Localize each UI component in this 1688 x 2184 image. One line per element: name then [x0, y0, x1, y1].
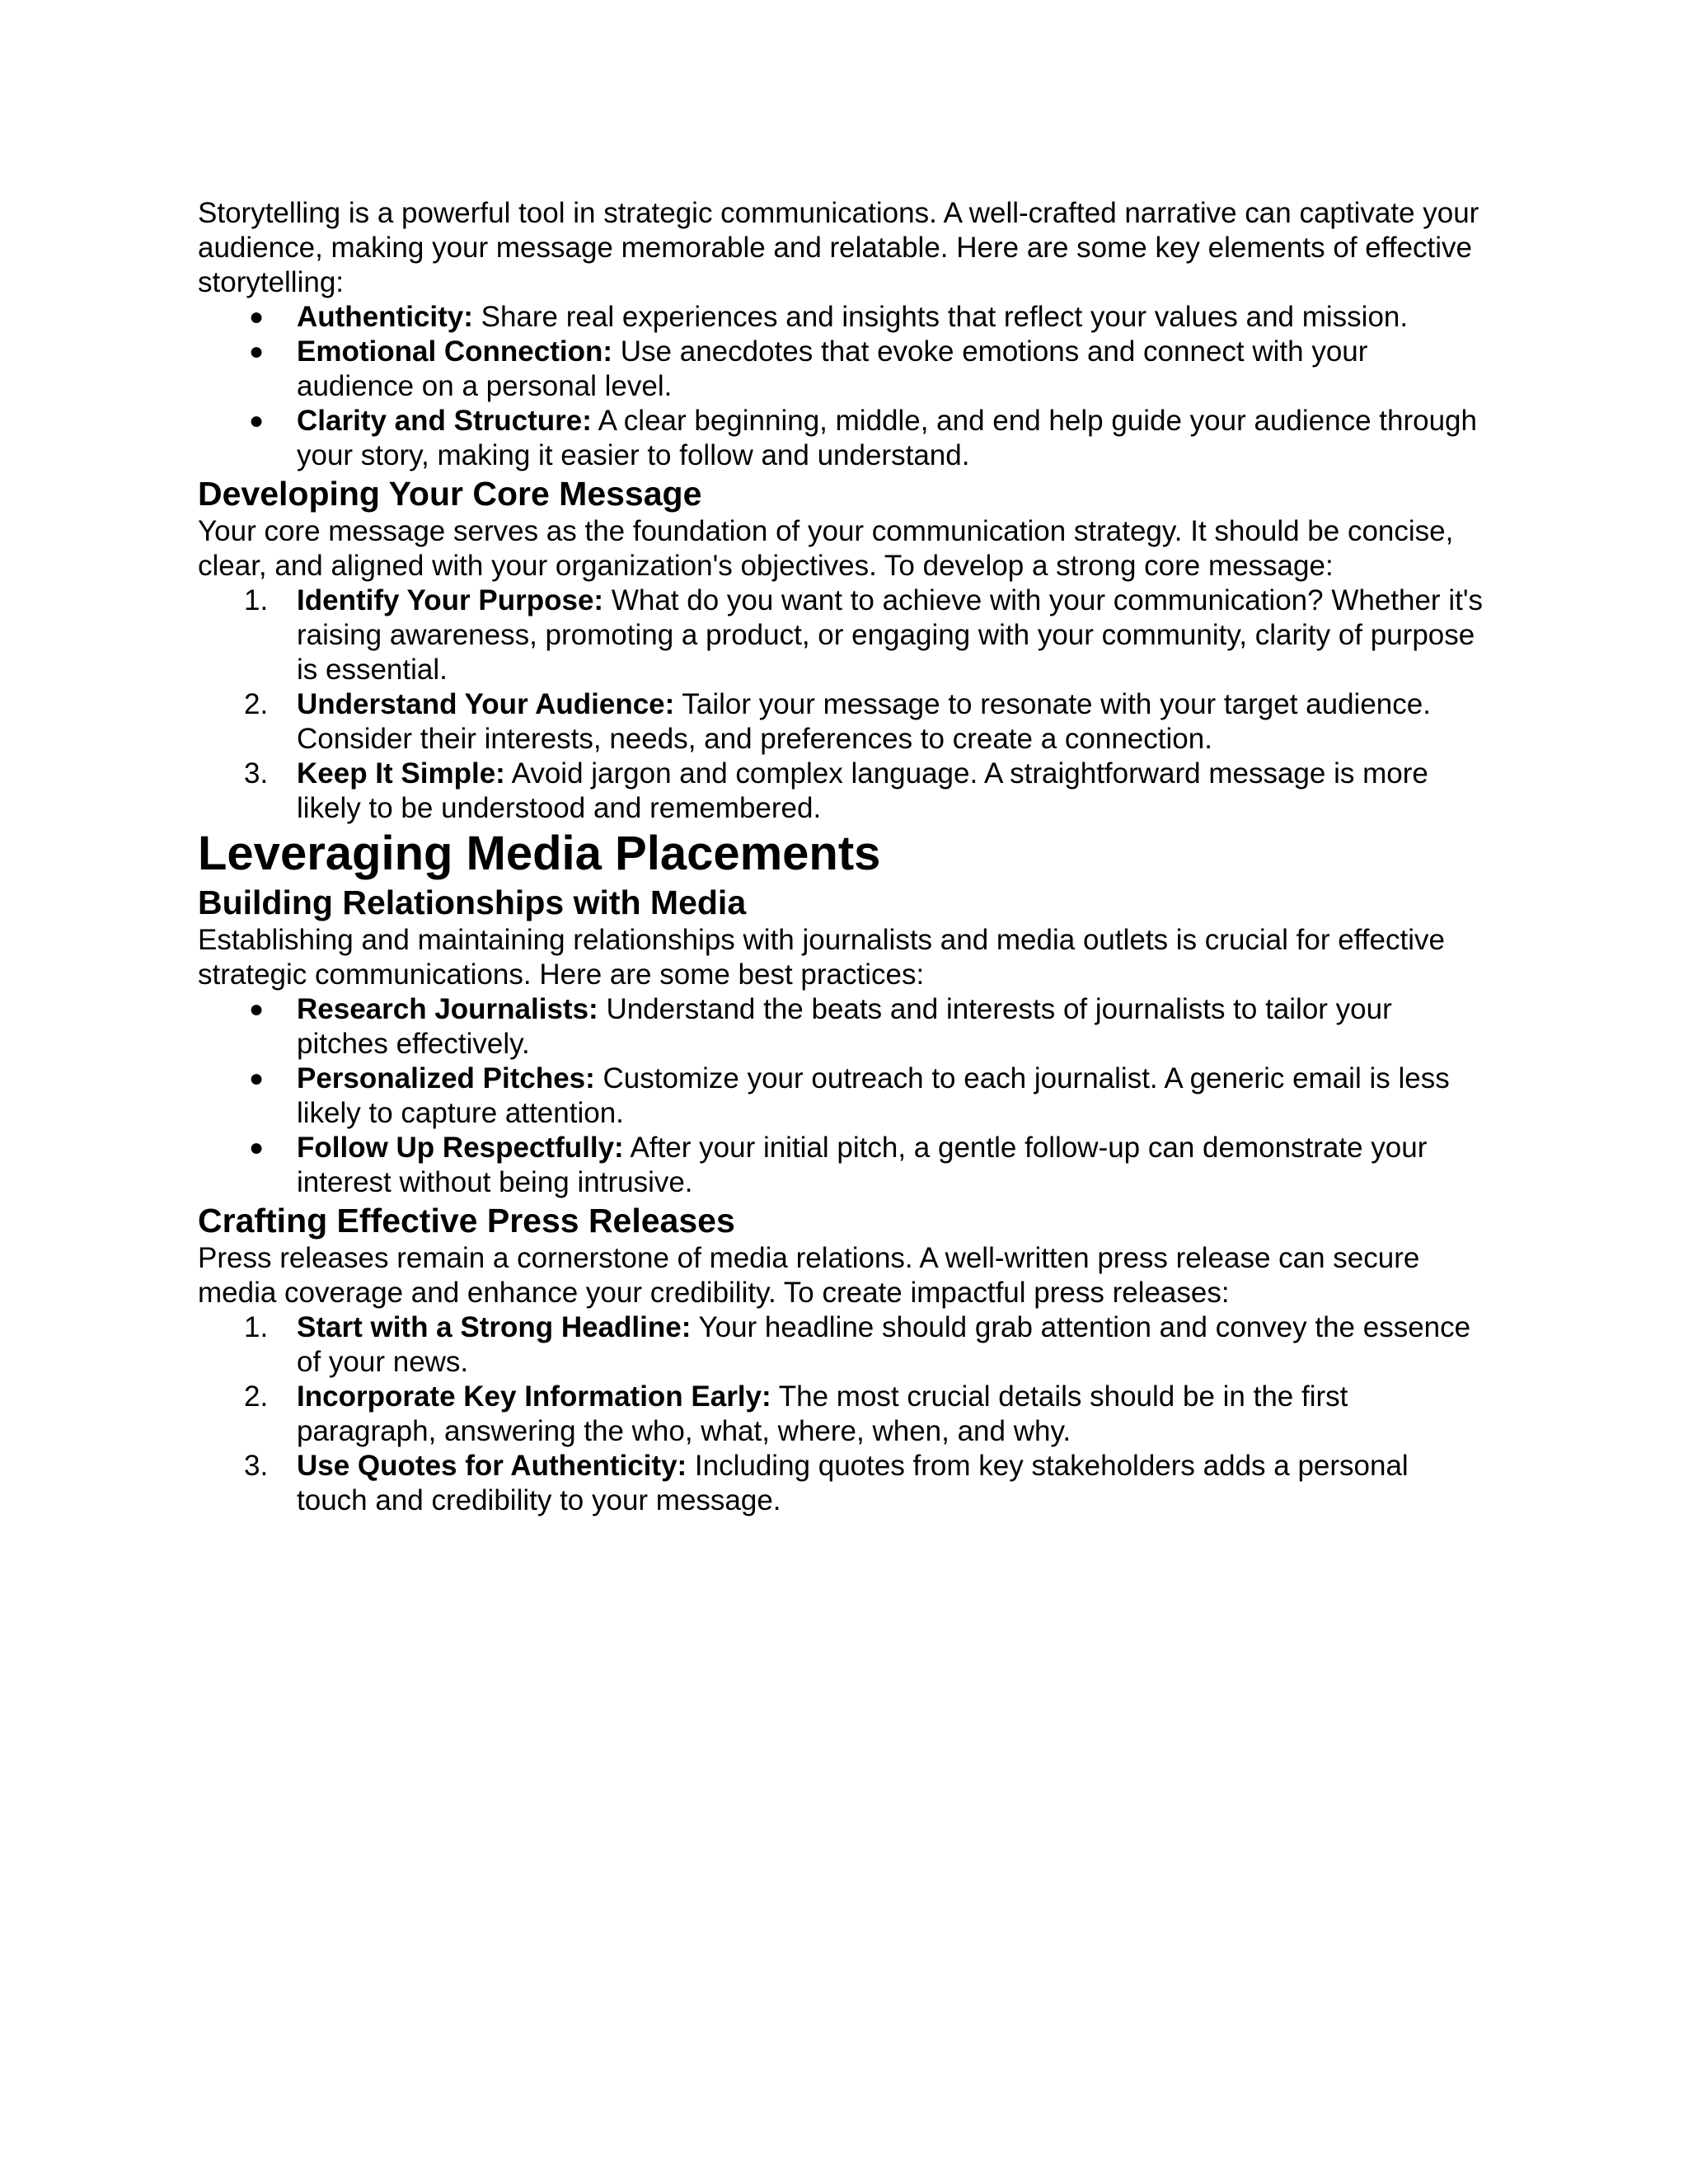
list-item-term: Clarity and Structure: — [297, 405, 592, 437]
list-item-term: Identify Your Purpose: — [297, 584, 604, 616]
list-number: 3. — [244, 757, 269, 790]
list-number: 2. — [244, 1380, 269, 1413]
bullet-marker: ● — [249, 407, 265, 434]
relationships-paragraph: Establishing and maintaining relationships with journalists and media outlets is crucial for effective strategic communications. Here are some best practices: — [198, 924, 1445, 991]
list-item-term: Authenticity: — [297, 301, 473, 333]
storytelling-elements-list — [198, 300, 1484, 473]
list-item — [198, 300, 1484, 335]
press-releases-paragraph: Press releases remain a cornerstone of media relations. A well-written press release can secure media coverage and enhance your credibility. To create impactful press releases: — [198, 1242, 1420, 1309]
list-item-term: Keep It Simple: — [297, 757, 505, 790]
list-number: 2. — [244, 688, 269, 720]
list-item-text: The most crucial details should be in the first paragraph, answering the who, what, where, when, and why. — [297, 1380, 1348, 1447]
list-item-text: Tailor your message to resonate with your target audience. Consider their interests, needs, and preferences to create a connection. — [297, 688, 1431, 755]
press-release-steps-list — [198, 1310, 1484, 1518]
list-item — [198, 335, 1484, 404]
list-item-term: Follow Up Respectfully: — [297, 1132, 624, 1164]
list-item-text: Avoid jargon and complex language. A straightforward message is more likely to be understood and remembered. — [297, 757, 1428, 824]
intro-paragraph: Storytelling is a powerful tool in strategic communications. A well-crafted narrative can captivate your audience, making your message memorable and relatable. Here are some key elements of effective storytelling: — [198, 197, 1479, 298]
list-number: 3. — [244, 1450, 269, 1482]
list-item-term: Research Journalists: — [297, 993, 598, 1025]
list-item-term: Incorporate Key Information Early: — [297, 1380, 771, 1413]
list-item — [198, 757, 1484, 826]
list-item — [198, 1131, 1484, 1200]
bullet-marker: ● — [249, 338, 265, 365]
list-item — [198, 992, 1484, 1062]
core-message-steps-list — [198, 583, 1484, 826]
list-item-term: Personalized Pitches: — [297, 1062, 595, 1094]
list-number: 1. — [244, 584, 269, 616]
list-item — [198, 687, 1484, 757]
list-item-text: Understand the beats and interests of journalists to tailor your pitches effectively. — [297, 993, 1392, 1060]
list-item-text: A clear beginning, middle, and end help guide your audience through your story, making it easier to follow and understand. — [297, 405, 1477, 471]
document-page — [198, 196, 1484, 1518]
list-item-text: Customize your outreach to each journalist. A generic email is less likely to capture attention. — [297, 1062, 1450, 1129]
list-item-text: Share real experiences and insights that reflect your values and mission. — [472, 301, 1409, 333]
core-message-paragraph: Your core message serves as the foundation of your communication strategy. It should be concise, clear, and aligned with your organization's objectives. To develop a strong core message: — [198, 515, 1454, 582]
media-practices-list — [198, 992, 1484, 1200]
list-item — [198, 1062, 1484, 1131]
bullet-marker: ● — [249, 1065, 265, 1092]
list-item-term: Emotional Connection: — [297, 335, 613, 368]
media-section-heading: Leveraging Media Placements — [198, 827, 881, 880]
list-item-text: What do you want to achieve with your communication? Whether it's raising awareness, promoting a product, or engaging with your community, clarity of purpose is essential. — [297, 584, 1483, 686]
list-item — [198, 1449, 1484, 1518]
press-releases-heading: Crafting Effective Press Releases — [198, 1202, 735, 1240]
list-item — [198, 583, 1484, 687]
bullet-marker: ● — [249, 996, 265, 1023]
core-message-heading: Developing Your Core Message — [198, 475, 702, 513]
list-item-term: Start with a Strong Headline: — [297, 1311, 692, 1343]
list-item-text: Your headline should grab attention and convey the essence of your news. — [297, 1311, 1471, 1378]
list-item-term: Understand Your Audience: — [297, 688, 675, 720]
list-item — [198, 1310, 1484, 1380]
list-item-text: Use anecdotes that evoke emotions and connect with your audience on a personal level. — [297, 335, 1368, 402]
list-item-text: Including quotes from key stakeholders adds a personal touch and credibility to your message. — [297, 1450, 1409, 1516]
list-number: 1. — [244, 1311, 269, 1343]
bullet-marker: ● — [249, 303, 265, 330]
list-item — [198, 1380, 1484, 1449]
relationships-heading: Building Relationships with Media — [198, 883, 747, 921]
list-item-text: After your initial pitch, a gentle follow-up can demonstrate your interest without being intrusive. — [297, 1132, 1428, 1198]
list-item-term: Use Quotes for Authenticity: — [297, 1450, 687, 1482]
bullet-marker: ● — [249, 1134, 265, 1161]
list-item — [198, 404, 1484, 473]
